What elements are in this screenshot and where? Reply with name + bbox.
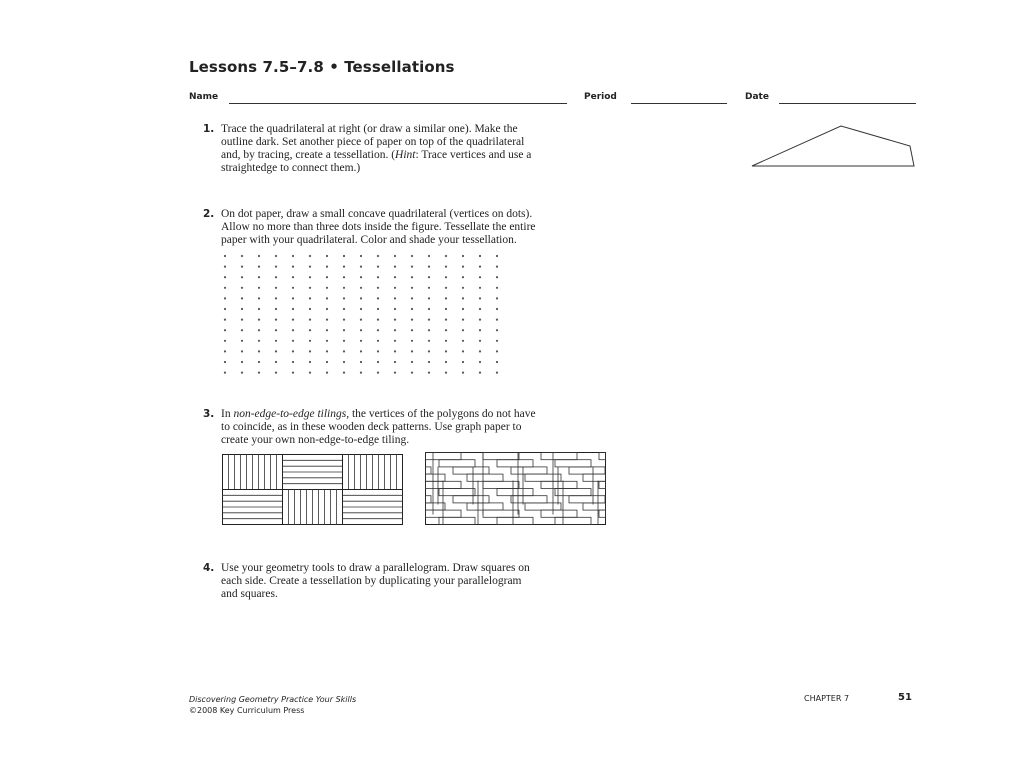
grid-dot (258, 361, 260, 363)
deck-plank (497, 489, 533, 496)
grid-dot (377, 340, 379, 342)
grid-dot (496, 255, 498, 257)
grid-dot (428, 308, 430, 310)
dot-paper-grid (224, 255, 500, 375)
grid-dot (428, 287, 430, 289)
student-info-row (189, 92, 916, 106)
grid-dot (326, 361, 328, 363)
grid-dot (275, 350, 277, 352)
grid-dot (275, 266, 277, 268)
grid-dot (445, 297, 447, 299)
grid-dot (241, 287, 243, 289)
grid-dot (241, 340, 243, 342)
grid-dot (292, 319, 294, 321)
grid-dot (428, 266, 430, 268)
grid-dot (394, 255, 396, 257)
grid-dot (224, 372, 226, 374)
grid-dot (275, 287, 277, 289)
grid-dot (428, 319, 430, 321)
book-title: Discovering Geometry Practice Your Skills (189, 695, 357, 704)
grid-dot (275, 319, 277, 321)
grid-dot (326, 340, 328, 342)
grid-dot (292, 287, 294, 289)
deck-plank (569, 496, 605, 503)
grid-dot (224, 287, 226, 289)
deck-pattern-herringbone (425, 452, 606, 525)
deck-plank (426, 496, 432, 503)
grid-dot (462, 276, 464, 278)
grid-dot (326, 308, 328, 310)
grid-dot (479, 255, 481, 257)
deck-plank (453, 496, 489, 503)
grid-dot (258, 297, 260, 299)
grid-dot (377, 350, 379, 352)
grid-dot (462, 319, 464, 321)
grid-dot (326, 372, 328, 374)
deck-plank (439, 489, 475, 496)
grid-dot (326, 297, 328, 299)
problem-text: On dot paper, draw a small concave quadrilateral (vertices on dots). Allow no more than three dots inside the figure. Tessellate the entire paper with your quadrilateral. Color and shade your tessellation. (221, 208, 536, 246)
deck-plank (569, 467, 605, 474)
grid-dot (343, 361, 345, 363)
grid-dot (360, 276, 362, 278)
grid-dot (411, 372, 413, 374)
grid-dot (241, 319, 243, 321)
deck-plank (599, 510, 606, 517)
grid-dot (496, 297, 498, 299)
deck-plank (541, 510, 577, 517)
grid-dot (343, 297, 345, 299)
problem-number: 2. (203, 208, 215, 220)
grid-dot (241, 276, 243, 278)
grid-dot (496, 350, 498, 352)
grid-dot (496, 372, 498, 374)
deck-pattern-basketweave (222, 454, 402, 525)
grid-dot (394, 372, 396, 374)
deck-plank (511, 496, 547, 503)
grid-dot (428, 255, 430, 257)
problem-number: 3. (203, 408, 215, 420)
grid-dot (411, 287, 413, 289)
grid-dot (309, 308, 311, 310)
grid-dot (479, 266, 481, 268)
deck-plank (525, 474, 561, 481)
grid-dot (326, 319, 328, 321)
grid-dot (326, 350, 328, 352)
grid-dot (343, 276, 345, 278)
grid-dot (224, 319, 226, 321)
grid-dot (326, 255, 328, 257)
deck-plank (497, 460, 533, 467)
grid-dot (377, 297, 379, 299)
period-field[interactable] (631, 103, 727, 104)
footer-credits (189, 694, 356, 716)
grid-dot (411, 340, 413, 342)
deck-plank (426, 467, 432, 474)
grid-dot (394, 350, 396, 352)
grid-dot (360, 329, 362, 331)
grid-dot (258, 319, 260, 321)
grid-dot (462, 255, 464, 257)
grid-dot (394, 276, 396, 278)
grid-dot (462, 361, 464, 363)
grid-dot (377, 287, 379, 289)
grid-dot (479, 319, 481, 321)
grid-dot (258, 308, 260, 310)
grid-dot (292, 255, 294, 257)
grid-dot (428, 361, 430, 363)
grid-dot (496, 329, 498, 331)
deck-plank (555, 489, 591, 496)
grid-dot (343, 372, 345, 374)
grid-dot (377, 266, 379, 268)
deck-plank (467, 474, 503, 481)
deck-plank (467, 503, 503, 510)
grid-dot (241, 329, 243, 331)
grid-dot (360, 372, 362, 374)
problem-number: 1. (203, 123, 215, 135)
grid-dot (411, 297, 413, 299)
problem-text: In non-edge-to-edge tilings, the vertices of the polygons do not have to coincide, as in these wooden deck patterns. Use graph paper to create your own non-edge-to-edge tiling. (221, 408, 536, 446)
grid-dot (343, 266, 345, 268)
grid-dot (275, 329, 277, 331)
grid-dot (309, 329, 311, 331)
deck-plank (483, 481, 519, 488)
grid-dot (496, 308, 498, 310)
grid-dot (445, 276, 447, 278)
grid-dot (309, 340, 311, 342)
grid-dot (343, 340, 345, 342)
grid-dot (462, 287, 464, 289)
deck-plank (426, 474, 446, 481)
grid-dot (309, 361, 311, 363)
grid-dot (224, 340, 226, 342)
grid-dot (224, 329, 226, 331)
grid-dot (258, 255, 260, 257)
grid-dot (394, 340, 396, 342)
date-label: Date (745, 92, 769, 102)
grid-dot (411, 255, 413, 257)
problem-text: Trace the quadrilateral at right (or draw a similar one). Make the outline dark. Set another piece of paper on top of the quadrilateral and, by tracing, create a tessellation. (Hint: Trace vertices and use a straightedge to connect them.) (221, 123, 532, 174)
grid-dot (377, 361, 379, 363)
grid-dot (445, 372, 447, 374)
grid-dot (462, 308, 464, 310)
date-field[interactable] (779, 103, 916, 104)
grid-dot (360, 287, 362, 289)
grid-dot (241, 255, 243, 257)
deck-plank (525, 503, 561, 510)
grid-dot (326, 329, 328, 331)
grid-dot (241, 297, 243, 299)
grid-dot (445, 350, 447, 352)
grid-dot (241, 361, 243, 363)
grid-dot (292, 276, 294, 278)
grid-dot (292, 297, 294, 299)
grid-dot (275, 340, 277, 342)
grid-dot (445, 319, 447, 321)
grid-dot (394, 329, 396, 331)
deck-plank (583, 474, 606, 481)
grid-dot (411, 308, 413, 310)
grid-dot (292, 361, 294, 363)
name-field[interactable] (229, 103, 567, 104)
grid-dot (428, 297, 430, 299)
grid-dot (360, 266, 362, 268)
grid-dot (292, 350, 294, 352)
grid-dot (275, 255, 277, 257)
grid-dot (275, 308, 277, 310)
grid-dot (377, 308, 379, 310)
deck-plank (426, 453, 462, 460)
grid-dot (343, 329, 345, 331)
problem-text: Use your geometry tools to draw a parallelogram. Draw squares on each side. Create a tessellation by duplicating your parallelogram and squares. (221, 562, 530, 600)
grid-dot (462, 329, 464, 331)
grid-dot (309, 297, 311, 299)
grid-dot (275, 297, 277, 299)
grid-dot (496, 361, 498, 363)
grid-dot (241, 372, 243, 374)
grid-dot (258, 266, 260, 268)
grid-dot (275, 372, 277, 374)
grid-dot (258, 287, 260, 289)
grid-dot (241, 266, 243, 268)
problem-number: 4. (203, 562, 215, 574)
grid-dot (224, 350, 226, 352)
grid-dot (360, 297, 362, 299)
grid-dot (445, 340, 447, 342)
grid-dot (224, 266, 226, 268)
grid-dot (394, 308, 396, 310)
grid-dot (479, 361, 481, 363)
grid-dot (224, 361, 226, 363)
page-title: Lessons 7.5–7.8 • Tessellations (189, 58, 455, 76)
grid-dot (360, 255, 362, 257)
grid-dot (292, 372, 294, 374)
grid-dot (224, 276, 226, 278)
grid-dot (496, 276, 498, 278)
grid-dot (309, 350, 311, 352)
grid-dot (258, 350, 260, 352)
quadrilateral-figure (750, 124, 916, 169)
grid-dot (343, 350, 345, 352)
grid-dot (411, 319, 413, 321)
grid-dot (292, 308, 294, 310)
grid-dot (258, 276, 260, 278)
grid-dot (428, 329, 430, 331)
grid-dot (292, 329, 294, 331)
deck-plank (583, 503, 606, 510)
grid-dot (394, 266, 396, 268)
deck-plank (599, 481, 606, 488)
grid-dot (462, 297, 464, 299)
deck-plank (541, 481, 577, 488)
grid-dot (224, 308, 226, 310)
grid-dot (411, 329, 413, 331)
grid-dot (445, 361, 447, 363)
grid-dot (394, 297, 396, 299)
grid-dot (496, 340, 498, 342)
grid-dot (309, 255, 311, 257)
grid-dot (377, 372, 379, 374)
grid-dot (343, 319, 345, 321)
grid-dot (479, 372, 481, 374)
grid-dot (445, 287, 447, 289)
grid-dot (496, 287, 498, 289)
page-number: 51 (898, 692, 912, 703)
grid-dot (428, 350, 430, 352)
grid-dot (394, 361, 396, 363)
grid-dot (445, 266, 447, 268)
grid-dot (326, 287, 328, 289)
grid-dot (258, 329, 260, 331)
grid-dot (309, 287, 311, 289)
deck-plank (555, 460, 591, 467)
deck-plank (497, 517, 533, 524)
grid-dot (309, 276, 311, 278)
grid-dot (394, 287, 396, 289)
grid-dot (479, 287, 481, 289)
deck-plank (555, 517, 591, 524)
grid-dot (258, 372, 260, 374)
grid-dot (462, 372, 464, 374)
grid-dot (479, 308, 481, 310)
grid-dot (224, 297, 226, 299)
grid-dot (479, 350, 481, 352)
grid-dot (360, 308, 362, 310)
grid-dot (360, 340, 362, 342)
deck-plank (483, 453, 519, 460)
grid-dot (377, 329, 379, 331)
grid-dot (496, 266, 498, 268)
grid-dot (445, 329, 447, 331)
grid-dot (428, 340, 430, 342)
grid-dot (343, 308, 345, 310)
grid-dot (360, 361, 362, 363)
grid-dot (428, 372, 430, 374)
grid-dot (479, 276, 481, 278)
grid-dot (224, 255, 226, 257)
grid-dot (479, 340, 481, 342)
grid-dot (377, 319, 379, 321)
grid-dot (360, 319, 362, 321)
grid-dot (377, 276, 379, 278)
grid-dot (411, 350, 413, 352)
name-label: Name (189, 92, 219, 102)
grid-dot (479, 329, 481, 331)
grid-dot (462, 350, 464, 352)
period-label: Period (584, 92, 617, 102)
deck-plank (453, 467, 489, 474)
grid-dot (241, 308, 243, 310)
chapter-label: CHAPTER 7 (804, 694, 850, 703)
grid-dot (411, 276, 413, 278)
deck-plank (541, 453, 577, 460)
grid-dot (275, 361, 277, 363)
grid-dot (411, 266, 413, 268)
grid-dot (445, 255, 447, 257)
grid-dot (309, 372, 311, 374)
deck-plank (439, 460, 475, 467)
grid-dot (411, 361, 413, 363)
grid-dot (394, 319, 396, 321)
grid-dot (496, 319, 498, 321)
grid-dot (326, 266, 328, 268)
grid-dot (462, 340, 464, 342)
grid-dot (275, 276, 277, 278)
deck-plank (599, 453, 606, 460)
grid-dot (258, 340, 260, 342)
grid-dot (360, 350, 362, 352)
grid-dot (343, 255, 345, 257)
deck-plank (511, 467, 547, 474)
copyright: ©2008 Key Curriculum Press (189, 706, 305, 715)
grid-dot (445, 308, 447, 310)
grid-dot (428, 276, 430, 278)
grid-dot (292, 266, 294, 268)
grid-dot (479, 297, 481, 299)
grid-dot (292, 340, 294, 342)
grid-dot (309, 266, 311, 268)
grid-dot (377, 255, 379, 257)
deck-plank (426, 503, 446, 510)
grid-dot (326, 276, 328, 278)
grid-dot (343, 287, 345, 289)
deck-plank (439, 517, 475, 524)
deck-plank (483, 510, 519, 517)
grid-dot (462, 266, 464, 268)
grid-dot (241, 350, 243, 352)
grid-dot (309, 319, 311, 321)
